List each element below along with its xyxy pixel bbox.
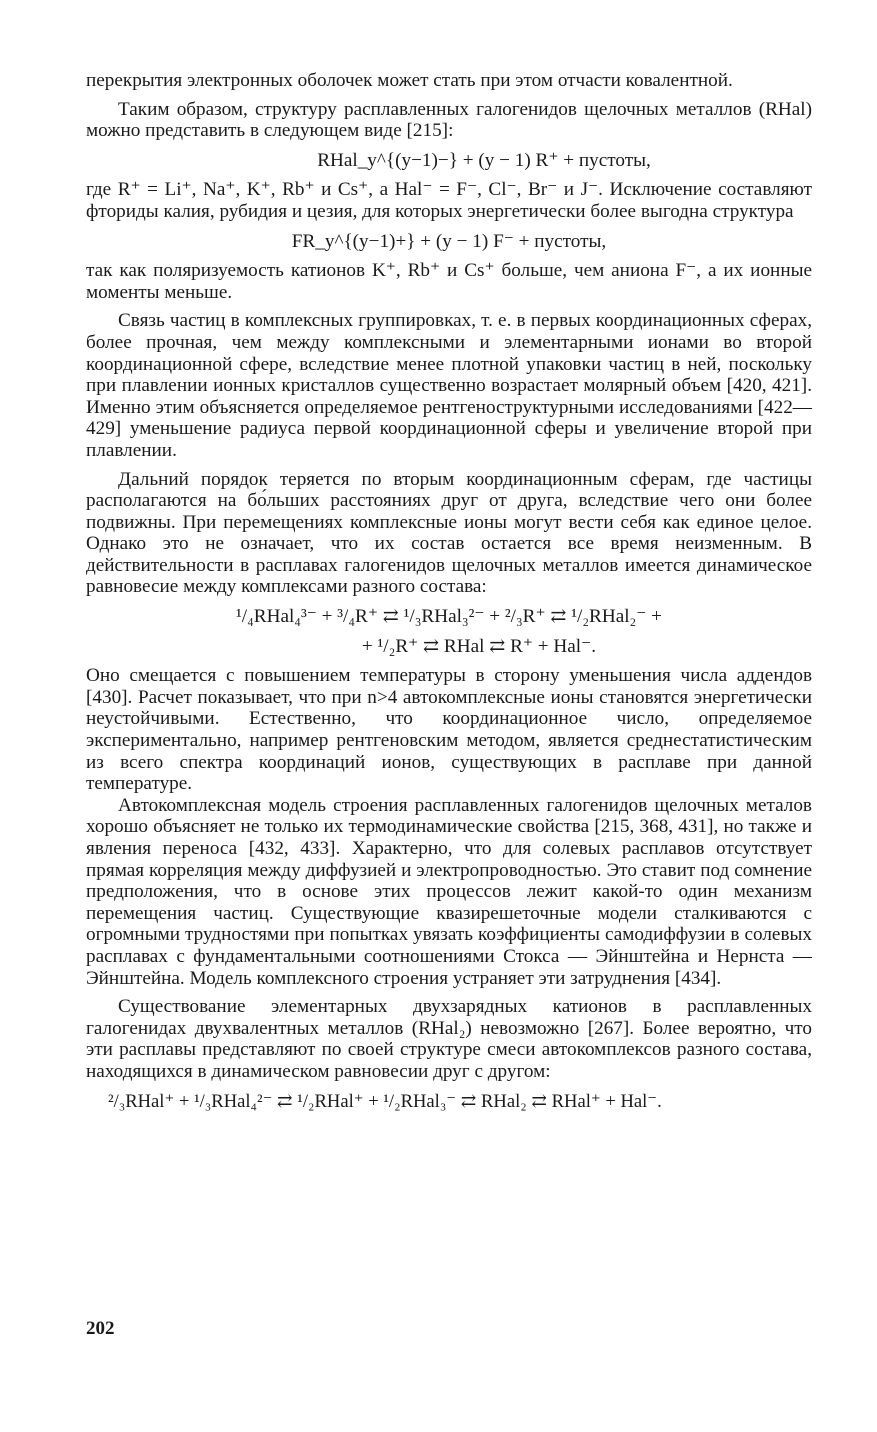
formula: RHal_y^{(y−1)−} + (y − 1) R⁺ + пустоты, bbox=[317, 149, 651, 171]
paragraph: так как поляризуемость катионов K⁺, Rb⁺ и Cs⁺ больше, чем аниона F⁻, а их ионные моменты меньше. bbox=[86, 260, 812, 303]
paragraph: где R⁺ = Li⁺, Na⁺, K⁺, Rb⁺ и Cs⁺, а Hal⁻ = F⁻, Cl⁻, Br⁻ и J⁻. Исключение составляют фториды калия, рубидия и цезия, для которых энергетически более выгодна структура bbox=[86, 179, 812, 222]
formula: ¹/₄RHal₄³⁻ + ³/₄R⁺ ⇄ ¹/₃RHal₃²⁻ + ²/₃R⁺ ⇄ ¹/₂RHal₂⁻ + bbox=[236, 606, 662, 628]
formula: + ¹/₂R⁺ ⇄ RHal ⇄ R⁺ + Hal⁻. bbox=[361, 635, 597, 657]
paragraph: Оно смещается с повышением температуры в сторону уменьшения числа аддендов [430]. Расчет показывает, что при n>4 автокомплексные ионы становятся энергетически неустойчивыми. Естественно, что координационное число, определяемое экспериментально, например рентгеновским методом, является среднестатистическим из всего спектра координаций ионов, существующих в расплаве при данной температуре. bbox=[86, 665, 812, 795]
paragraph: Таким образом, структуру расплавленных галогенидов щелочных металлов (RHal) можно представить в следующем виде [215]: bbox=[86, 98, 812, 142]
paragraph: Связь частиц в комплексных группировках, т. е. в первых координационных сферах, более прочная, чем между комплексными и элементарными ионами во второй координационной сфере, вследствие менее плотной упаковки частиц в ней, поскольку при плавлении ионных кристаллов существенно возрастает молярный объем [420, 421]. Именно этим объясняется определяемое рентгеноструктурными исследованиями [422—429] уменьшение радиуса первой координационной сферы и увеличение второй при плавлении. bbox=[86, 310, 812, 461]
formula: ²/₃RHal⁺ + ¹/₃RHal₄²⁻ ⇄ ¹/₂RHal⁺ + ¹/₂RHal₃⁻ ⇄ RHal₂ ⇄ RHal⁺ + Hal⁻. bbox=[108, 1090, 662, 1112]
formula: FR_y^{(y−1)+} + (y − 1) F⁻ + пустоты, bbox=[291, 230, 607, 252]
page-number: 202 bbox=[86, 1318, 115, 1339]
paragraph: перекрытия электронных оболочек может стать при этом отчасти ковалентной. bbox=[86, 70, 733, 91]
paragraph: Дальний порядок теряется по вторым координационным сферам, где частицы располагаются на бо́льших расстояниях друг от друга, вследствие чего они более подвижны. При перемещениях комплексные ионы могут вести себя как единое целое. Однако это не означает, что их состав остается все время неизменным. В действительности в расплавах галогенидов щелочных металлов имеется динамическое равновесие между комплексами разного состава: bbox=[86, 468, 812, 598]
body-text bbox=[86, 70, 812, 1120]
paragraph: Автокомплексная модель строения расплавленных галогенидов щелочных металов хорошо объясняет не только их термодинамические свойства [215, 368, 431], но также и явления переноса [432, 433]. Характерно, что для солевых расплавов отсутствует прямая корреляция между диффузией и электропроводностью. Это ставит под сомнение предположения, что в основе этих процессов лежит какой-то один механизм перемещения частиц. Существующие квазирешеточные модели сталкиваются с огромными трудностями при попытках увязать коэффициенты самодиффузии в солевых расплавах с фундаментальными соотношениями Стокса — Эйнштейна и Нернста — Эйнштейна. Модель комплексного строения устраняет эти затруднения [434]. bbox=[86, 794, 812, 989]
paragraph: Существование элементарных двухзарядных катионов в расплавленных галогенидах двухвалентных металлов (RHal₂) невозможно [267]. Более вероятно, что эти расплавы представляют по своей структуре смеси автокомплексов разного состава, находящихся в динамическом равновесии друг с другом: bbox=[86, 996, 812, 1082]
